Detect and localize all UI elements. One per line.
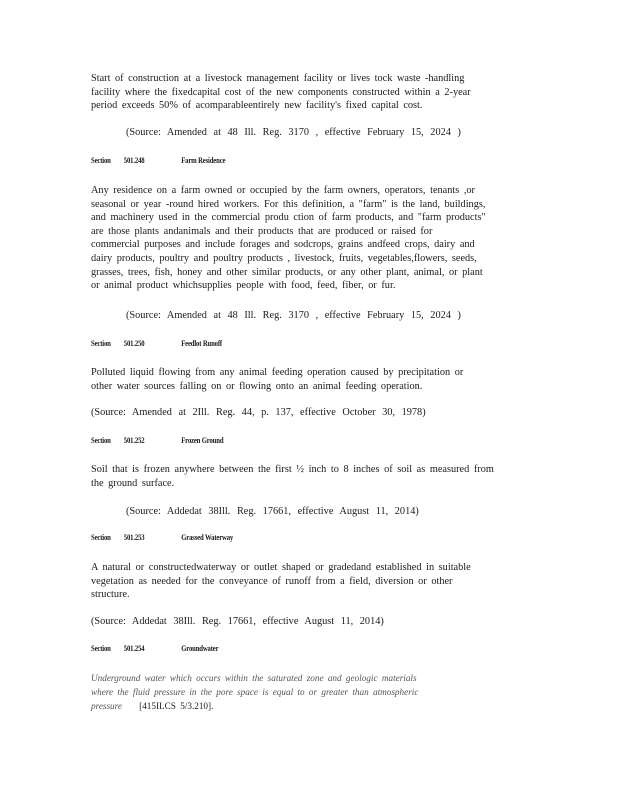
section-number: 501.250 <box>123 339 145 348</box>
paragraph-line: grasses, trees, fish, honey and other similar products, or any other plant, animal, or plant <box>91 266 483 278</box>
section-label: Section <box>91 436 111 445</box>
section-title: Grassed Waterway <box>181 533 234 542</box>
paragraph-line: vegetation as needed for the conveyance of runoff from a field, diversion or other <box>91 575 453 587</box>
section-number: 501.253 <box>123 533 145 542</box>
paragraph-line: seasonal or year -round hired workers. For this definition, a "farm" is the land, buildings, <box>91 198 486 210</box>
statute-citation: [415ILCS 5/3.210]. <box>139 700 214 711</box>
section-title: Feedlot Runoff <box>181 339 222 348</box>
section-label: Section <box>91 339 111 348</box>
section-title: Groundwater <box>181 644 219 653</box>
paragraph-line <box>91 700 471 714</box>
section-label: Section <box>91 644 111 653</box>
italic-word: pressure <box>91 700 122 711</box>
paragraph-line: where the fluid pressure in the pore space is equal to or greater than atmospheric <box>91 686 419 697</box>
paragraph-line: Any residence on a farm owned or occupied by the farm owners, operators, tenants ,or <box>91 185 475 196</box>
section-title: Farm Residence <box>181 156 226 165</box>
paragraph-line: A natural or constructedwaterway or outlet shaped or gradedand established in suitable <box>91 562 471 573</box>
source-note: (Source: Addedat 38Ill. Reg. 17661, effective August 11, 2014) <box>91 616 384 627</box>
paragraph-line: are those plants andanimals and their products that are produced or raised for <box>91 225 433 237</box>
paragraph-line: Polluted liquid flowing from any animal feeding operation caused by precipitation or <box>91 367 464 378</box>
section-number: 501.252 <box>123 436 145 445</box>
paragraph-line: dairy products, poultry and poultry products , livestock, fruits, vegetables,flowers, seeds, <box>91 252 477 264</box>
source-note: (Source: Addedat 38Ill. Reg. 17661, effective August 11, 2014) <box>126 506 419 517</box>
section-label: Section <box>91 533 111 542</box>
section-heading <box>91 156 225 165</box>
farm-residence-paragraph <box>91 184 521 293</box>
section-heading <box>91 533 233 542</box>
section-number: 501.248 <box>123 156 145 165</box>
section-heading <box>91 436 223 445</box>
paragraph-line: facility where the fixedcapital cost of the new components constructed within a 2-year <box>91 86 471 98</box>
section-heading <box>91 644 218 653</box>
paragraph-line: Underground water which occurs within the saturated zone and geologic materials <box>91 673 417 683</box>
section-heading <box>91 339 222 348</box>
section-number: 501.254 <box>123 644 145 653</box>
paragraph-line: Start of construction at a livestock management facility or lives tock waste -handling <box>91 73 465 84</box>
source-note: (Source: Amended at 2Ill. Reg. 44, p. 137, effective October 30, 1978) <box>91 407 426 418</box>
source-note: (Source: Amended at 48 Ill. Reg. 3170 , effective February 15, 2024 ) <box>126 127 461 138</box>
groundwater-paragraph <box>91 672 471 713</box>
paragraph-line: and machinery used in the commercial produ ction of farm products, and "farm products" <box>91 212 486 224</box>
grassed-waterway-paragraph <box>91 561 521 602</box>
paragraph-line: or animal product whichsupplies people with food, feed, fiber, or fur. <box>91 280 396 292</box>
paragraph-line: Soil that is frozen anywhere between the first ½ inch to 8 inches of soil as measured from <box>91 464 494 475</box>
paragraph-line: other water sources falling on or flowing onto an animal feeding operation. <box>91 380 423 392</box>
paragraph-line: the ground surface. <box>91 477 175 489</box>
paragraph-line: period exceeds 50% of acomparableentirely new facility's fixed capital cost. <box>91 100 423 112</box>
frozen-ground-paragraph <box>91 463 521 490</box>
section-label: Section <box>91 156 111 165</box>
feedlot-runoff-paragraph <box>91 366 521 393</box>
paragraph-line: commercial purposes and include forages and sodcrops, grains andfeed crops, dairy and <box>91 239 475 251</box>
section-title: Frozen Ground <box>181 436 224 445</box>
paragraph-line: structure. <box>91 589 130 601</box>
source-note: (Source: Amended at 48 Ill. Reg. 3170 , effective February 15, 2024 ) <box>126 310 461 321</box>
intro-paragraph <box>91 72 521 113</box>
